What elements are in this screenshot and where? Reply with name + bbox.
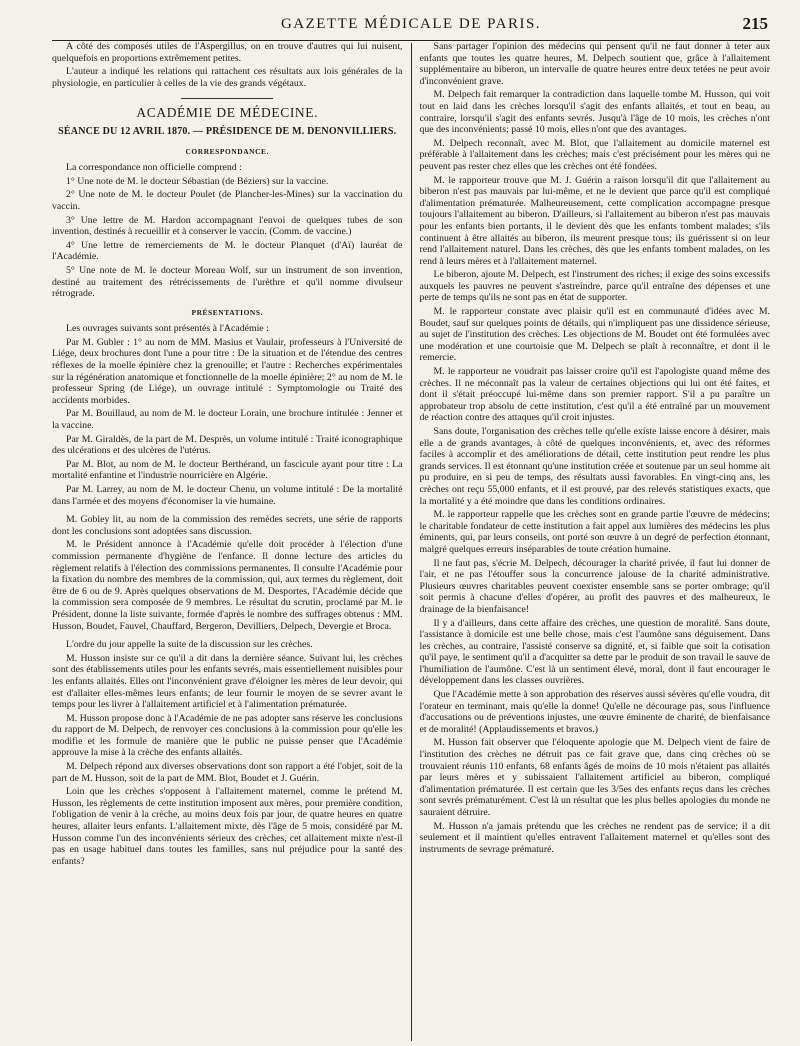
body-paragraph: M. Delpech répond aux diverses observations dont son rapport a été l'objet, soit de la part de M. Husson, soit de la part de MM. Blot, Boudet et J. Guérin. [52, 761, 403, 784]
body-paragraph: Loin que les crèches s'opposent à l'allaitement maternel, comme le prétend M. Husson, les règlements de cette institution imposent aux mères, pour première condition, l'obligation de venir à la crèche, au moins deux fois par jour, de quatre heures en quatre heures, allaiter leurs enfants. L'allaitement mixte, dès l'âge de 5 mois, considéré par M. Husson comme l'un des inconvénients sérieux des crèches, cet allaitement mixte n'est-il pas en usage habituel dans toutes les familles, sans nul préjudice pour la santé des enfants? [52, 786, 403, 867]
columns [52, 41, 770, 1041]
body-paragraph: M. Delpech fait remarquer la contradiction dans laquelle tombe M. Husson, qui voit tout en laid dans les crèches lorsqu'il s'agit des enfants allaités, et tout en beau, au contraire, lorsqu'il s'agit des enfants sevrés. Jusqu'à l'âge de 10 mois, les crèches n'ont que des inconvénients; passé 10 mois, elles n'ont que des avantages. [419, 89, 770, 136]
presentation-item: Par M. Gubler : 1° au nom de MM. Masius et Vaulair, professeurs à l'Université de Liége, deux brochures dont l'une a pour titre : De la situation et de l'étendue des centres réflexes de la moelle épinière chez la grenouille; et l'autre : Recherches expérimentales sur la régénération anatomique et fonctionnelle de la moelle épinière; 2° au nom de M. le professeur Spring (de Liége), un ouvrage intitulé : Symptomologie ou Traité des accidents morbides. [52, 336, 403, 406]
presentation-item: Par M. Larrey, au nom de M. le docteur Chenu, un volume intitulé : De la mortalité dans l'armée et des moyens d'économiser la vie humaine. [52, 484, 403, 507]
correspondance-item: 1° Une note de M. le docteur Sébastian (de Béziers) sur la vaccine. [66, 175, 329, 187]
body-paragraph: Il y a d'ailleurs, dans cette affaire des crèches, une question de moralité. Sans doute, l'assistance à domicile est une belle chose, mais c'est l'aumône sans déguisement. Dans les crèches, au contraire, l'assisté conserve sa dignité, et, si faible que soit la cotisation qu'il paye, le sentiment qu'il a d'acquitter sa dette par le produit de son travail le sauve de l'humiliation de l'aumône. C'est là un sentiment élevé, moral, dont il faut encourager le développement dans les classes ouvrières. [419, 617, 770, 687]
body-paragraph: M. Husson propose donc à l'Académie de ne pas adopter sans réserve les conclusions du rapport de M. Delpech, de renvoyer ces conclusions à la commission pour qu'elle les modifie et les formule de manière que le public ne puisse penser que l'Académie approuve la mise à la crèche des enfants allaités. [52, 712, 403, 759]
body-paragraph: Le biberon, ajoute M. Delpech, est l'instrument des riches; il exige des soins excessifs auxquels les pauvres ne peuvent s'astreindre, parce qu'il entraîne des dépenses et une perte de temps qu'ils ne sont pas en état de supporter. [419, 269, 770, 304]
body-paragraph: M. le Président annonce à l'Académie qu'elle doit procéder à l'élection d'une commission permanente d'hygiène de l'enfance. Il donne lecture des articles du règlement relatifs à l'élection des commissions permanentes. Il consulte l'Académie pour la fixation du nombre des membres de la commission, qui, aux termes du règlement, doit être de 6 ou de 9. Après quelques observations de M. Desportes, l'Académie décide que la commission sera composée de 9 membres. Le résultat du scrutin, proclamé par M. le Président, donne la liste suivante, formée d'après le nombre des suffrages obtenus : MM. Husson, Boudet, Fauvel, Chauffard, Bergeron, Devilliers, Delpech, Devergie et Broca. [52, 539, 403, 632]
presentations-heading: PRÉSENTATIONS. [191, 307, 264, 317]
correspondance-item: 3° Une lettre de M. Hardon accompagnant l'envoi de quelques tubes de son invention, destinés à recueillir et à conserver le vaccin. (Comm. de vaccine.) [52, 214, 403, 238]
page-header [52, 10, 770, 41]
body-paragraph: Que l'Académie mette à son approbation des réserves aussi sévères qu'elle voudra, dit l'orateur en terminant, mais qu'elle la donne! Qu'elle ne décourage pas, sous l'influence d'accusations ou de préventions injustes, une œuvre éminente de charité, de bienfaisance et de moralité! (Applaudissements et bravos.) [419, 689, 770, 735]
correspondance-item: La correspondance non officielle comprend : [66, 162, 242, 174]
right-column [412, 41, 771, 1041]
presentation-item: Les ouvrages suivants sont présentés à l'Académie : [66, 323, 269, 335]
correspondance-item: 2° Une note de M. le docteur Poulet (de Plancher-les-Mines) sur la vaccination du vaccin. [52, 189, 403, 212]
section-divider [181, 98, 273, 99]
body-paragraph: M. Husson n'a jamais prétendu que les crèches ne rendent pas de service; il a dit seulement et il maintient qu'elles entravent l'allaitement maternel et qu'elles sont des instruments de sevrage prématuré. [419, 820, 770, 855]
body-paragraph: M. Gobley lit, au nom de la commission des remèdes secrets, une série de rapports dont les conclusions sont adoptées sans discussion. [52, 514, 403, 537]
presentation-item: Par M. Giraldès, de la part de M. Desprès, un volume intitulé : Traité iconographique des ulcérations et des ulcères de l'utérus. [52, 433, 403, 457]
body-paragraph: M. le rapporteur trouve que M. J. Guérin a raison lorsqu'il dit que l'allaitement au biberon n'est pas mauvais par lui-même, et ne le devient que parce qu'il est compliqué d'alimentation prématurée. Malheureusement, cette complication accompagne presque toujours l'allaitement au biberon. D'ailleurs, si l'allaitement au biberon n'est pas mauvais pour les enfants bien portants, il le devient dès que les enfants tombent malades; s'ils continuent à être allaités au biberon, ils meurent presque tous; ils guérissent si on leur rend l'allaitement naturel. Dans les crèches, dès que les enfants tombent malades, on les rend à leurs mères et à l'allaitement maternel. [419, 174, 770, 267]
body-paragraph: M. le rapporteur rappelle que les crèches sont en grande partie l'œuvre de médecins; le charitable fondateur de cette institution a fait appel aux lumières des médecins les plus éminents, qui, par leurs conseils, ont porté son œuvre à un degré de perfection étonnant, malgré quelques erreurs inséparables de toute création humaine. [419, 509, 770, 555]
body-paragraph: M. le rapporteur ne voudrait pas laisser croire qu'il est l'apologiste quand même des crèches. Il ne méconnaît pas la valeur de certaines objections qui lui ont été faites, et dont il s'était préoccupé lui-même dans son premier rapport. S'il a pu paraître un approbateur trop absolu de cette institution, c'est qu'il a été entraîné par un mouvement de réaction contre des attaques qu'il croit injustes. [419, 366, 770, 424]
correspondance-item: 4° Une lettre de remerciements de M. le docteur Planquet (d'Aï) lauréat de l'Académie. [52, 239, 403, 263]
body-paragraph: M. Delpech reconnaît, avec M. Blot, que l'allaitement au domicile maternel est préférable à l'allaitement dans les crèches; mais c'est précisément pour les mères qui ne peuvent pas rester chez elles que les crèches ont été fondées. [419, 137, 770, 172]
intro-paragraph: A côté des composés utiles de l'Aspergillus, on en trouve d'autres qui lui nuisent, quelquefois en proportions extrêmement petites. [52, 41, 403, 64]
body-paragraph: M. Husson fait observer que l'éloquente apologie que M. Delpech vient de faire de l'institution des crèches ne détruit pas ce fait grave que, dans cinq crèches où se trouvaient réunis 110 enfants, 68 enfants âgés de moins de 10 mois n'étaient pas allaités par leurs mères et y subissaient l'allaitement artificiel au biberon, compliqué d'alimentation prématurée. Il est certain que les 3/5es des enfants reçus dans les crèches sont sevrés prématurément. C'est là un résultat que les plus belles apologies du monde ne sauraient détruire. [419, 737, 770, 818]
correspondance-heading: CORRESPONDANCE. [185, 146, 270, 156]
running-title: GAZETTE MÉDICALE DE PARIS. [280, 16, 542, 32]
body-paragraph: Sans partager l'opinion des médecins qui pensent qu'il ne faut donner à teter aux enfants que toutes les quatre heures, M. Delpech soutient que, grâce à l'allaitement supplémentaire au biberon, un intervalle de quatre heures entre deux tetées ne peut avoir d'inconvénient grave. [419, 41, 770, 87]
seance-heading: SÉANCE DU 12 AVRIL 1870. — PRÉSIDENCE DE M. DENONVILLIERS. [58, 125, 397, 137]
section-title: ACADÉMIE DE MÉDECINE. [136, 105, 319, 121]
body-paragraph: Il ne faut pas, s'écrie M. Delpech, décourager la charité privée, il faut lui donner de l'air, et ne pas l'étouffer sous la concurrence jalouse de la charité administrative. Plusieurs œuvres charitables peuvent coexister ensemble sans se porter ombrage; qu'il soit permis à chacune d'elles d'opérer, au profit des pauvres et des malheureux, le drainage de la bienfaisance! [419, 557, 770, 615]
left-column [52, 41, 411, 1041]
page-number: 215 [742, 14, 768, 33]
intro-paragraph: L'auteur a indiqué les relations qui rattachent ces résultats aux lois générales de la physiologie, en particulier à celles de la vie des grands végétaux. [52, 66, 403, 89]
correspondance-item: 5° Une note de M. le docteur Moreau Wolf, sur un instrument de son invention, destiné au traitement des rétrécissements de l'urèthre et qu'il nomme divulseur rétrograde. [52, 264, 403, 300]
presentation-item: Par M. Blot, au nom de M. le docteur Berthérand, un fascicule ayant pour titre : La mortalité enfantine et l'industrie nourricière en Algérie. [52, 458, 403, 482]
body-paragraph: M. le rapporteur constate avec plaisir qu'il est en communauté d'idées avec M. Boudet, sauf sur quelques points de détails, qui n'impliquent pas une dissidence sérieuse, au sujet de l'institution des crèches. Les objections de M. Boudet ont été formulées avec une modération et une courtoisie que M. Delpech se plaît à reconnaître, et dont il le remercie. [419, 306, 770, 364]
body-paragraph: L'ordre du jour appelle la suite de la discussion sur les crèches. [66, 639, 313, 651]
body-paragraph: M. Husson insiste sur ce qu'il a dit dans la dernière séance. Suivant lui, les crèches sont des établissements utiles pour les enfants sevrés, mais essentiellement nuisibles pour les enfants allaités. Elles ont l'inconvénient grave d'éloigner les mères de leur devoir, qui est d'allaiter elles-mêmes leurs enfants; de leur fournir le moyen de se sevrer avant le temps pour les livrer à l'allaitement artificiel et à l'alimentation prématurée. [52, 652, 403, 711]
presentation-item: Par M. Bouillaud, au nom de M. le docteur Lorain, une brochure intitulée : Jenner et la vaccine. [52, 408, 403, 432]
body-paragraph: Sans doute, l'organisation des crèches telle qu'elle existe laisse encore à désirer, mais elle a de grands avantages, à côté de quelques inconvénients, et, avec des réformes faciles à accomplir et des améliorations de détail, cette institution peut rendre les plus grands services. Il est étonnant qu'une institution créée et soutenue par un seul homme ait pu produire, en si peu de temps, des résultats aussi favorables. En vingt-cinq ans, les crèches ont reçu 55,000 enfants, et il est prouvé, par des relevés statistiques exacts, que la mortalité y a été moindre que dans les conditions ordinaires. [419, 426, 770, 507]
